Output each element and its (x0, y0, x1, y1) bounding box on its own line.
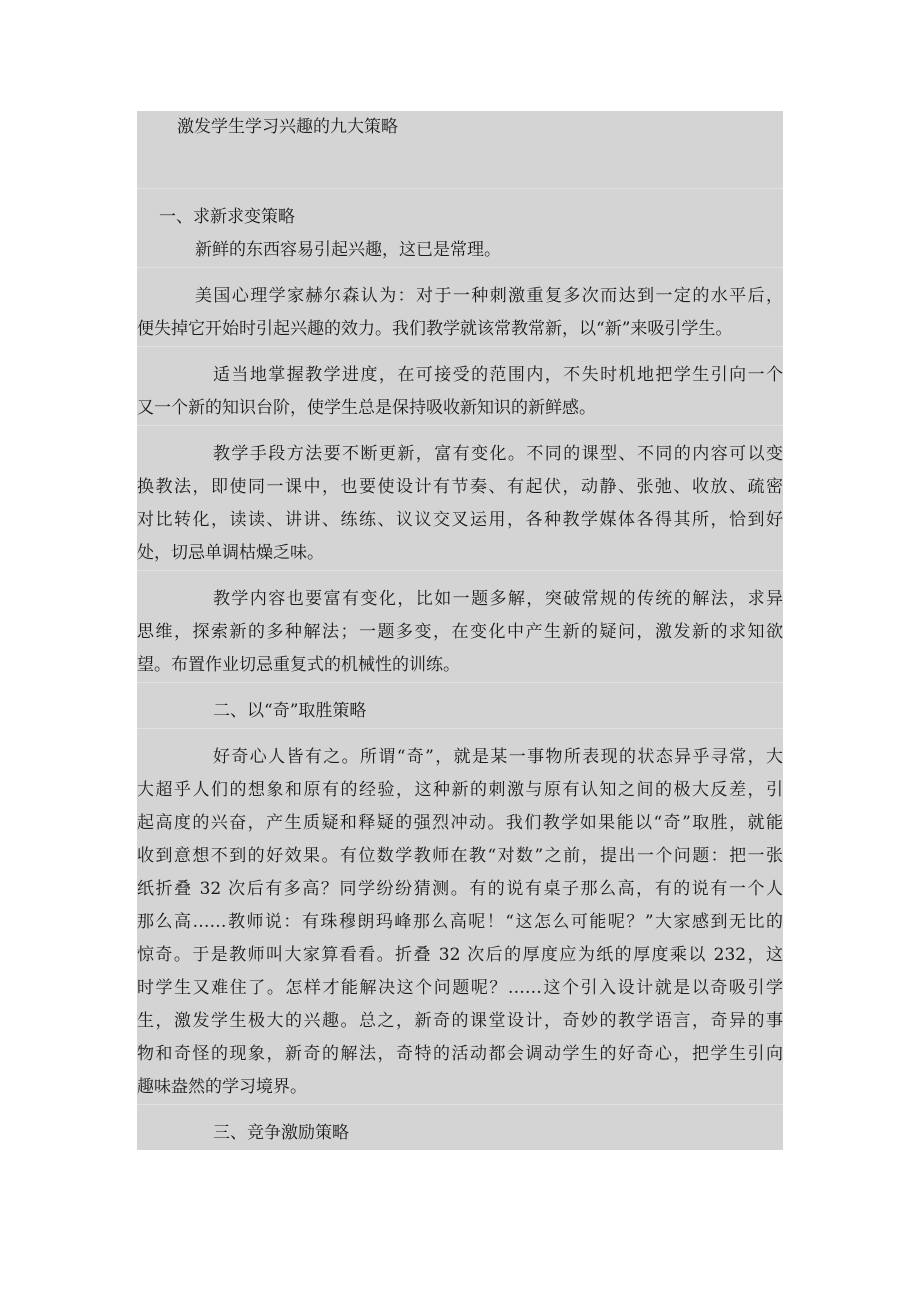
section-3-heading-block (137, 1104, 783, 1150)
paragraph-line: 起高度的兴奋，产生质疑和释疑的强烈冲动。我们教学如果能以“奇”取胜，就能 (137, 813, 783, 833)
paragraph-line: 纸折叠 32 次后有多高？同学纷纷猜测。有的说有桌子那么高，有的说有一个人 (137, 879, 783, 899)
section-1 (137, 188, 783, 267)
section-1-paragraph-4 (137, 425, 783, 570)
section-1-heading: 一、求新求变策略 (159, 207, 295, 227)
section-2-paragraph-1 (137, 728, 783, 1104)
paragraph-line: 生，激发学生极大的兴趣。总之，新奇的课堂设计，奇妙的教学语言，奇异的事 (137, 1011, 783, 1031)
paragraph-line: 大超乎人们的想象和原有的经验，这种新的刺激与原有认知之间的极大反差，引 (137, 780, 783, 800)
section-2-heading: 二、以“奇”取胜策略 (213, 701, 367, 721)
section-1-paragraph-5 (137, 570, 783, 682)
section-1-paragraph-2 (137, 267, 783, 346)
document-title-block (137, 111, 783, 188)
paragraph-line: 适当地掌握教学进度，在可接受的范围内，不失时机地把学生引向一个 (213, 365, 783, 385)
paragraph-line: 对比转化，读读、讲讲、练练、议议交叉运用，各种教学媒体各得其所，恰到好 (137, 510, 783, 530)
paragraph-line: 望。布置作业切忌重复式的机械性的训练。 (137, 655, 460, 675)
paragraph-line: 处，切忌单调枯燥乏味。 (137, 543, 324, 563)
paragraph-line: 收到意想不到的好效果。有位数学教师在教“对数”之前，提出一个问题：把一张 (137, 846, 783, 866)
paragraph-line: 惊奇。于是教师叫大家算看看。折叠 32 次后的厚度应为纸的厚度乘以 232，这 (137, 945, 783, 965)
section-3-heading: 三、竞争激励策略 (213, 1123, 349, 1143)
paragraph-line: 换教法，即使同一课中，也要使设计有节奏、有起伏，动静、张弛、收放、疏密 (137, 477, 783, 497)
section-1-paragraph-3 (137, 346, 783, 425)
paragraph-line: 又一个新的知识台阶，使学生总是保持吸收新知识的新鲜感。 (137, 398, 596, 418)
paragraph-line: 那么高……教师说：有珠穆朗玛峰那么高呢！“这怎么可能呢？”大家感到无比的 (137, 912, 783, 932)
section-1-paragraph-1: 新鲜的东西容易引起兴趣，这已是常理。 (195, 240, 501, 260)
document-page (137, 111, 783, 1150)
paragraph-line: 教学手段方法要不断更新，富有变化。不同的课型、不同的内容可以变 (213, 444, 783, 464)
section-2-heading-block (137, 682, 783, 728)
paragraph-line: 思维，探索新的多种解法；一题多变，在变化中产生新的疑问，激发新的求知欲 (137, 622, 783, 642)
paragraph-line: 物和奇怪的现象，新奇的解法，奇特的活动都会调动学生的好奇心，把学生引向 (137, 1044, 783, 1064)
paragraph-line: 便失掉它开始时引起兴趣的效力。我们教学就该常教常新，以“新”来吸引学生。 (137, 319, 733, 339)
paragraph-line: 好奇心人皆有之。所谓“奇”，就是某一事物所表现的状态异乎寻常，大 (213, 747, 783, 767)
paragraph-line: 教学内容也要富有变化，比如一题多解，突破常规的传统的解法，求异 (213, 589, 783, 609)
document-title: 激发学生学习兴趣的九大策略 (177, 117, 398, 137)
paragraph-line: 美国心理学家赫尔森认为：对于一种刺激重复多次而达到一定的水平后， (195, 286, 783, 306)
paragraph-line: 时学生又难住了。怎样才能解决这个问题呢？……这个引入设计就是以奇吸引学 (137, 978, 783, 998)
paragraph-line: 趣味盎然的学习境界。 (137, 1077, 307, 1097)
